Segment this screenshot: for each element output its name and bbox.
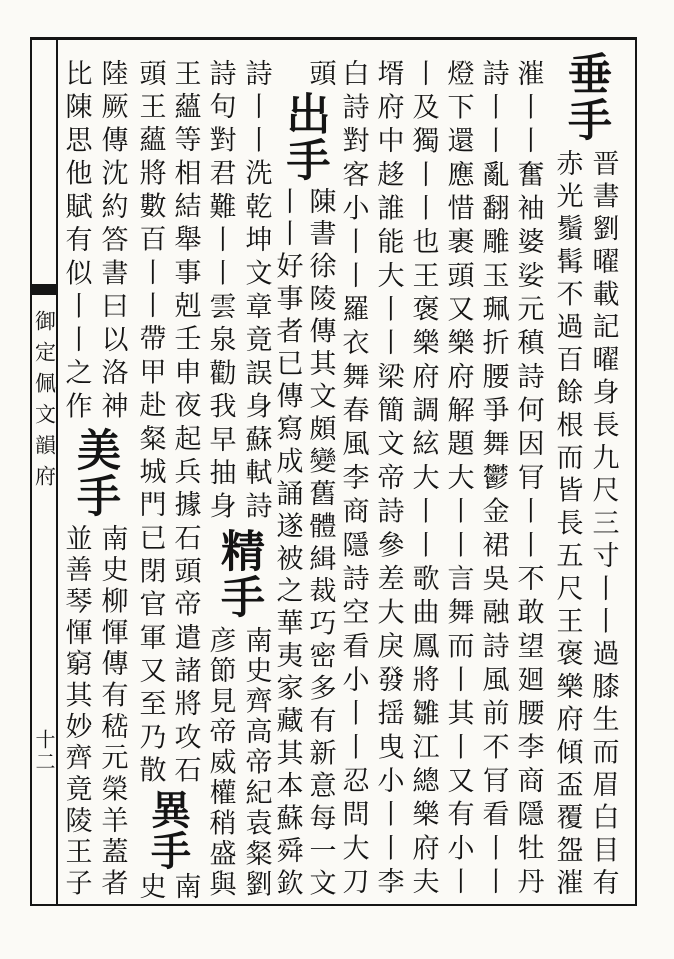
- annotation-column: 丨丨好事者已傳寫成誦遂被之華夷家藏其本蘇舜欽: [271, 186, 303, 901]
- annotation-column: 燈下還應惜裹頭又樂府解題大丨丨言舞而丨其丨又有小丨: [442, 59, 474, 902]
- annotation-column: 彦節見帝威權稍盛與: [204, 625, 236, 900]
- fish-tail-mark: [31, 284, 57, 295]
- page-number: 十二: [32, 729, 56, 773]
- annotation-column: 南史齊高帝紀袁粲劉: [240, 625, 272, 900]
- annotation-column: 漼丨丨奮袖婆娑元稹詩何因肎丨丨不敢望廻腰李商隱牡丹: [512, 59, 544, 902]
- annotation-column: 赤光鬚髯不過百餘根而皆長五尺王褒樂府傾盃覆盌漼: [551, 148, 583, 901]
- book-title: 御定佩文韻府: [32, 310, 57, 496]
- annotation-column: 詩丨丨亂翻雕玉珮折腰爭舞鬱金裙吳融詩風前不肎看丨丨: [477, 59, 509, 902]
- annotation-column: 白詩對客小丨丨羅衣舞春風李商隱詩空看小丨丨忍問大刀: [337, 59, 369, 902]
- annotation-column: 比陳思他賦有似丨丨之作: [60, 59, 92, 426]
- entry-header: 美手: [69, 427, 120, 519]
- annotation-column: 南: [169, 871, 201, 902]
- entry-header: 異手: [144, 788, 192, 871]
- annotation-column: 晋書劉曜載記曜身長九尺三寸丨丨過膝生而眉白目有: [587, 148, 619, 901]
- annotation-column: 王蘊等相結舉事剋壬申夜起兵據石頭帝遣諸將攻石: [169, 59, 201, 790]
- annotation-column: 頭: [304, 59, 336, 92]
- annotation-column: 詩句對君難丨丨雲泉勸我早抽身: [204, 59, 236, 526]
- annotation-column: 頭王蘊將數百丨丨帶甲赴粲城門已閉官軍又至乃散: [134, 59, 166, 790]
- annotation-column: 陸厥傳沈約答書曰以洛神: [96, 59, 128, 426]
- entry-header: 精手: [213, 528, 264, 620]
- entry-header: 垂手: [560, 51, 611, 143]
- annotation-column: 壻府中趍誰能大丨丨梁簡文帝詩參差大戾發揺曳小丨丨李: [372, 59, 404, 902]
- entry-header: 出手: [278, 91, 330, 183]
- annotation-column: 史: [134, 871, 166, 902]
- annotation-column: 並善琴惲窮其妙齊竟陵王子: [60, 524, 92, 901]
- annotation-column: 南史柳惲傳有嵇元榮羊蓋者: [96, 524, 128, 901]
- annotation-column: 詩丨丨洗乾坤文章竟誤身蘇軾詩: [240, 59, 272, 526]
- annotation-column: 陳書徐陵傳其文頗變舊體緝裁巧密多有新意每一文: [304, 186, 336, 901]
- annotation-column: 丨及獨丨丨也王褒樂府調絃大丨丨歌曲鳳將雛江總樂府夫: [407, 59, 439, 902]
